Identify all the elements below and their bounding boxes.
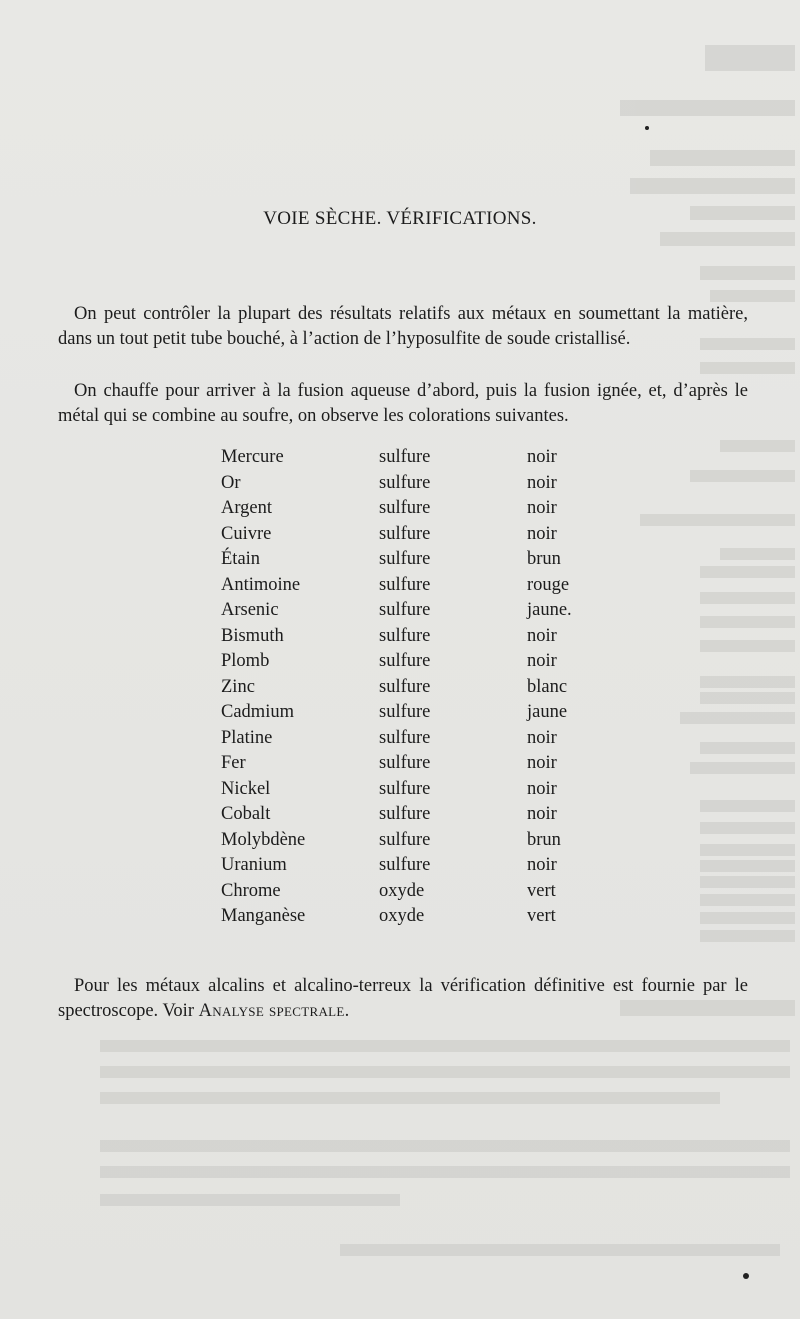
table-row <box>221 879 647 905</box>
metal-cell: Argent <box>221 498 273 518</box>
product-cell: sulfure <box>379 523 431 544</box>
metal-cell: Chrome <box>221 880 281 901</box>
product-cell: sulfure <box>379 727 431 748</box>
color-cell: noir <box>527 855 557 875</box>
table-row <box>221 573 647 599</box>
table-row <box>221 751 647 777</box>
color-cell: vert <box>527 906 556 926</box>
product-cell: oxyde <box>379 880 425 901</box>
product-cell: sulfure <box>379 447 431 467</box>
table-row <box>221 496 647 522</box>
product-cell: sulfure <box>379 498 431 518</box>
table-row <box>221 904 647 930</box>
page-title: VOIE SÈCHE. VÉRIFICATIONS. <box>263 208 537 229</box>
table-row <box>221 675 647 701</box>
procedure-paragraph: On chauffe pour arriver à la fusion aqueuse d’abord, puis la fusion ignée, et, d’après le métal qui se combine au soufre, on observe les colorations suivantes. <box>58 381 748 426</box>
product-cell: sulfure <box>379 855 431 875</box>
table-row <box>221 522 647 548</box>
color-cell: brun <box>527 549 561 569</box>
color-cell: jaune. <box>527 600 572 620</box>
metal-cell: Or <box>221 472 241 493</box>
table-row <box>221 853 647 879</box>
metal-cell: Molybdène <box>221 829 306 850</box>
color-cell: noir <box>527 523 557 544</box>
ink-speck <box>645 126 649 130</box>
table-row <box>221 828 647 854</box>
product-cell: sulfure <box>379 625 431 646</box>
table-row <box>221 700 647 726</box>
color-cell: noir <box>527 778 557 799</box>
table-row <box>221 624 647 650</box>
color-cell: noir <box>527 727 557 748</box>
color-cell: rouge <box>527 574 570 595</box>
product-cell: sulfure <box>379 549 431 569</box>
intro-paragraph: On peut contrôler la plupart des résultats relatifs aux métaux en soumettant la matière, dans un tout petit tube bouché, à l’action de l’hyposulfite de soude cristallisé. <box>58 304 748 349</box>
metal-cell: Étain <box>221 549 261 569</box>
product-cell: sulfure <box>379 778 431 799</box>
table-row <box>221 598 647 624</box>
table-row <box>221 547 647 573</box>
product-cell: oxyde <box>379 906 425 926</box>
metal-cell: Uranium <box>221 855 287 875</box>
color-cell: blanc <box>527 676 568 697</box>
color-cell: noir <box>527 498 557 518</box>
metal-cell: Fer <box>221 753 246 773</box>
color-cell: noir <box>527 447 557 467</box>
product-cell: sulfure <box>379 676 431 697</box>
product-cell: sulfure <box>379 829 431 850</box>
closing-paragraph <box>58 974 748 1024</box>
table-row <box>221 802 647 828</box>
metal-cell: Platine <box>221 727 273 748</box>
cross-reference: Analyse spectrale <box>198 1001 345 1021</box>
metal-cell: Nickel <box>221 778 271 799</box>
color-cell: vert <box>527 880 556 901</box>
closing-text: Pour les métaux alcalins et alcalino-terreux la vérification définitive est fournie par le spectroscope. Voir <box>58 976 748 1021</box>
color-cell: noir <box>527 472 557 493</box>
metal-cell: Plomb <box>221 651 270 671</box>
table-row <box>221 445 647 471</box>
product-cell: sulfure <box>379 804 431 824</box>
color-cell: noir <box>527 753 557 773</box>
metal-cell: Manganèse <box>221 906 306 926</box>
table-row <box>221 777 647 803</box>
metal-cell: Arsenic <box>221 600 279 620</box>
ink-speck <box>743 1273 749 1279</box>
metal-cell: Cuivre <box>221 523 272 544</box>
metal-cell: Bismuth <box>221 625 284 646</box>
color-cell: brun <box>527 829 561 850</box>
metal-cell: Mercure <box>221 447 284 467</box>
product-cell: sulfure <box>379 753 431 773</box>
metal-cell: Antimoine <box>221 574 301 595</box>
product-cell: sulfure <box>379 651 431 671</box>
product-cell: sulfure <box>379 472 431 493</box>
table-row <box>221 726 647 752</box>
metal-cell: Zinc <box>221 676 255 697</box>
product-cell: sulfure <box>379 702 431 722</box>
table-row <box>221 471 647 497</box>
closing-end: . <box>344 1001 350 1021</box>
color-cell: noir <box>527 804 557 824</box>
metal-cell: Cadmium <box>221 702 294 722</box>
color-cell: noir <box>527 651 557 671</box>
product-cell: sulfure <box>379 600 431 620</box>
table-row <box>221 649 647 675</box>
coloration-table <box>221 445 647 930</box>
color-cell: jaune <box>527 702 568 722</box>
metal-cell: Cobalt <box>221 804 271 824</box>
color-cell: noir <box>527 625 557 646</box>
product-cell: sulfure <box>379 574 431 595</box>
coloration-table-body <box>221 445 647 930</box>
